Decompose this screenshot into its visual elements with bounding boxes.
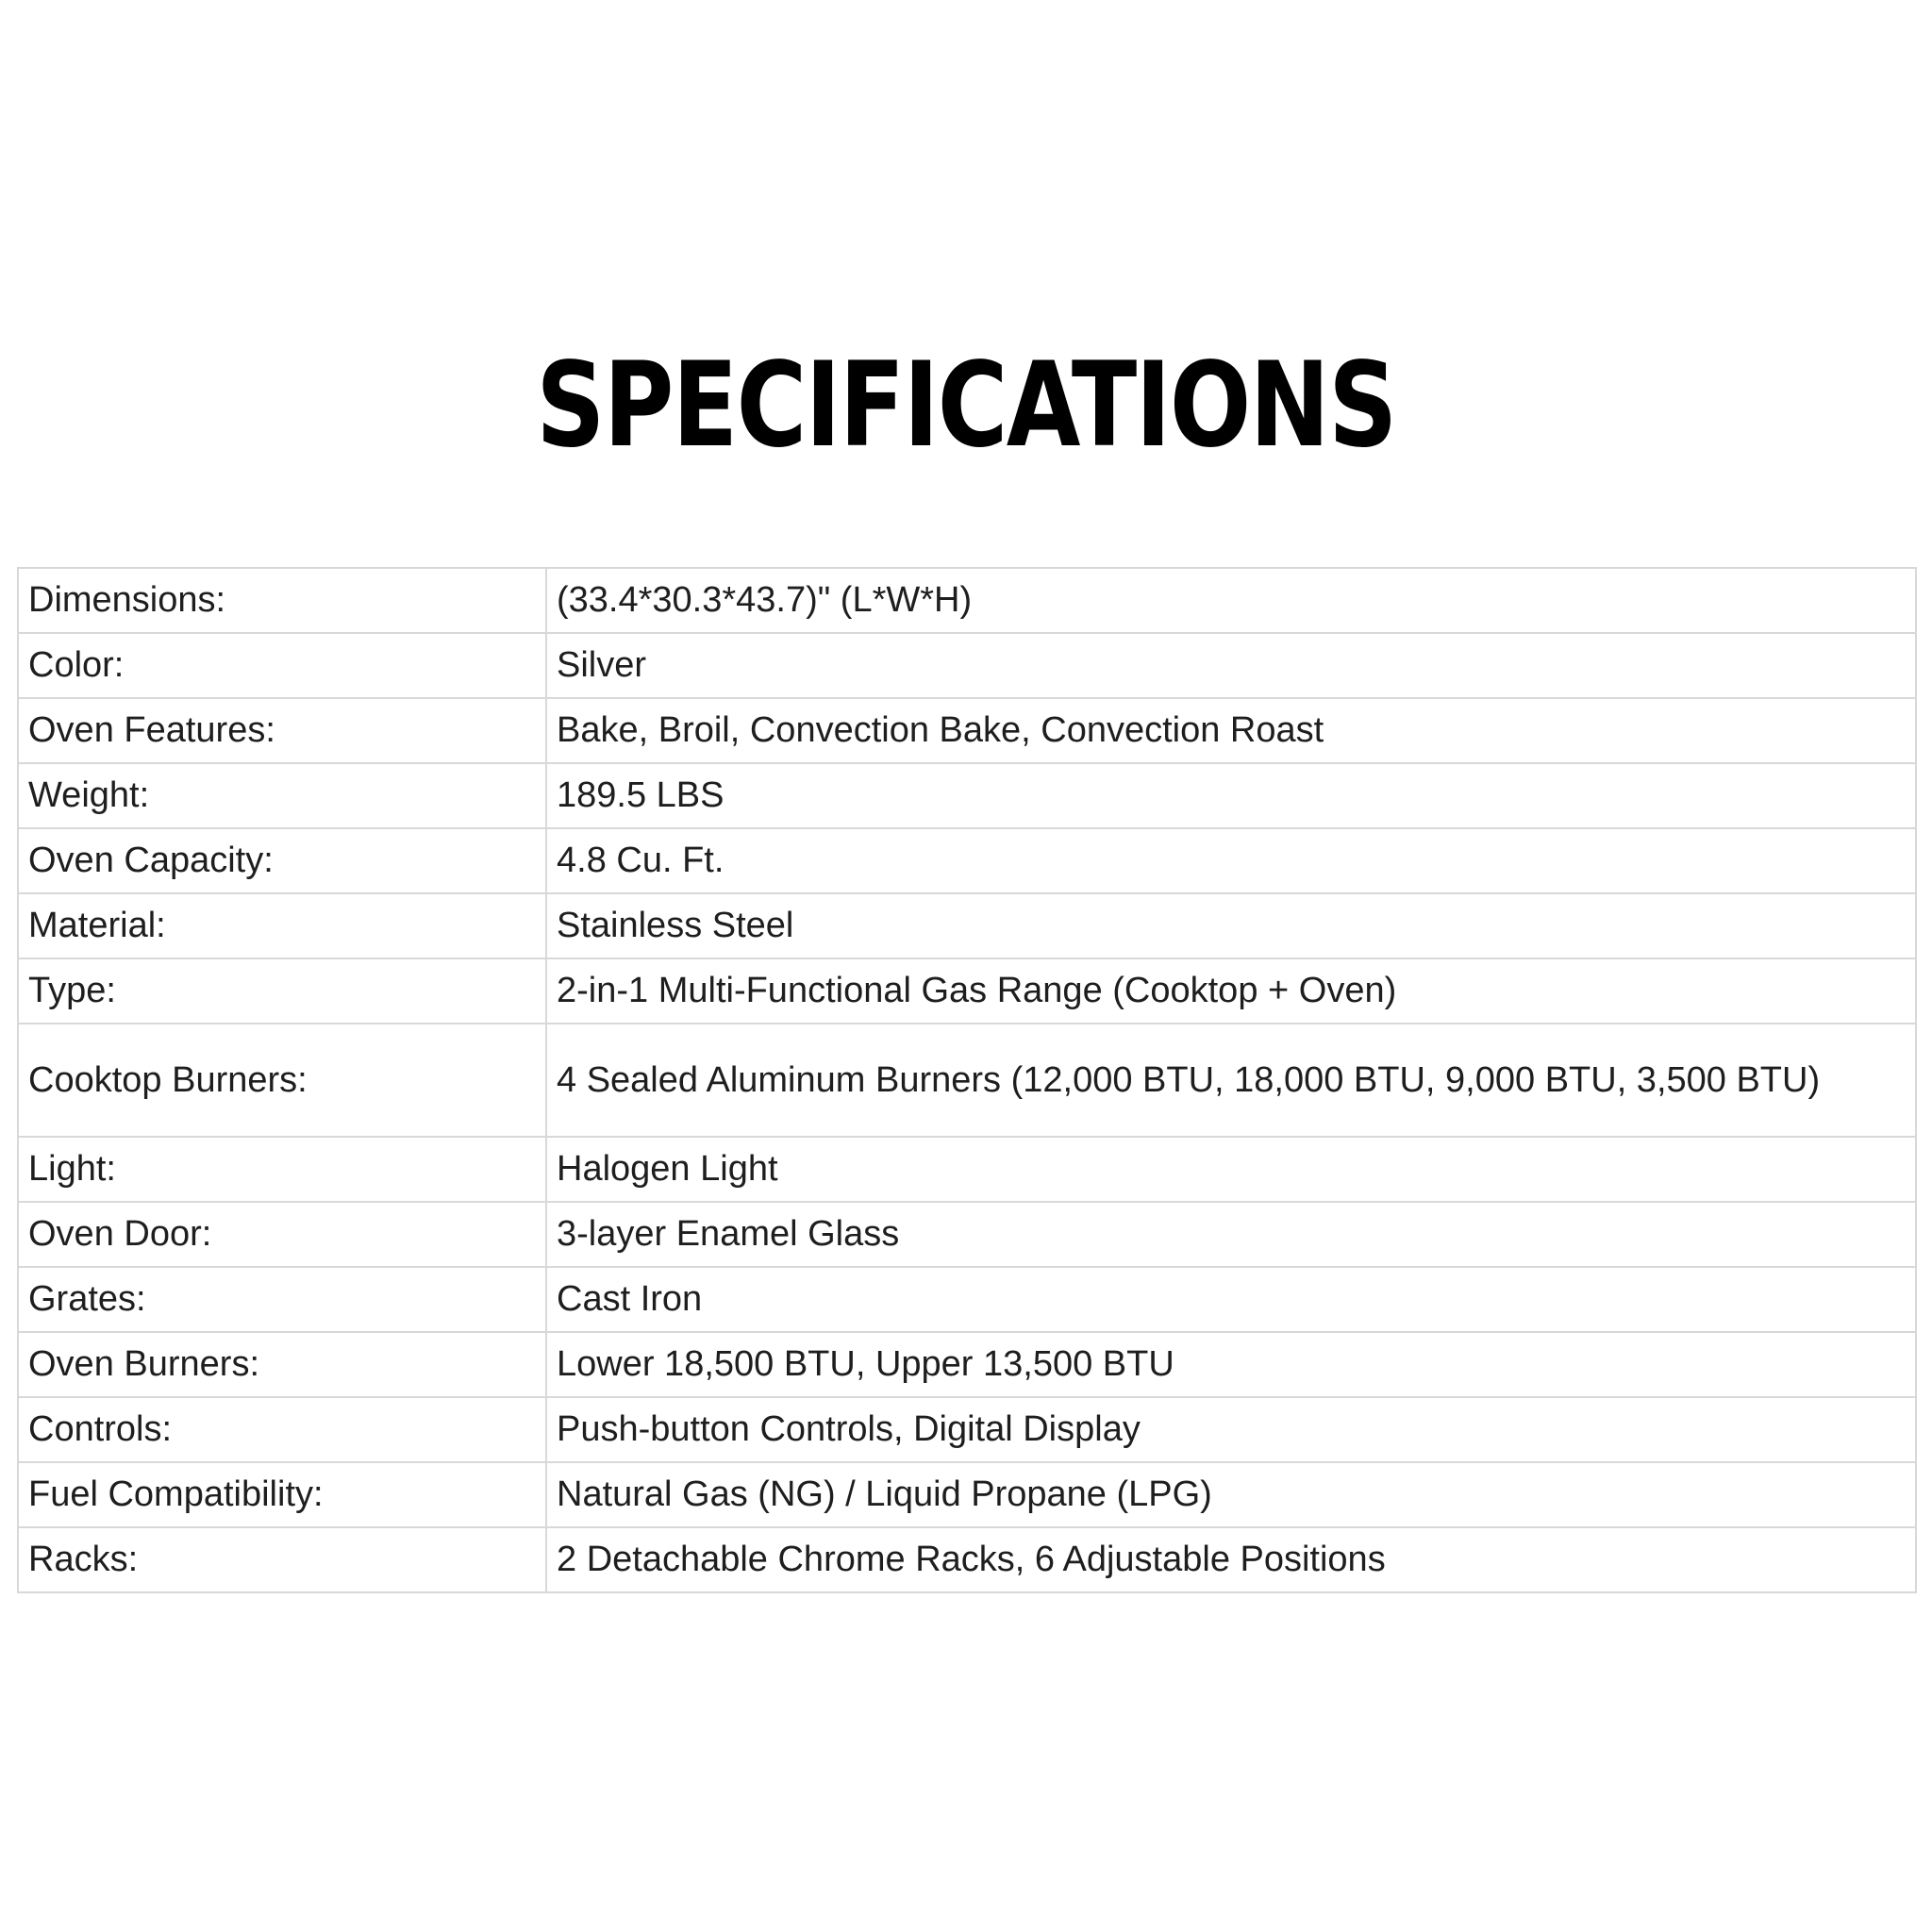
table-row bbox=[18, 958, 1916, 1024]
spec-label: Oven Features: bbox=[18, 698, 546, 763]
spec-value: Push-button Controls, Digital Display bbox=[546, 1397, 1916, 1462]
spec-label: Weight: bbox=[18, 763, 546, 828]
spec-label: Dimensions: bbox=[18, 568, 546, 633]
spec-label: Controls: bbox=[18, 1397, 546, 1462]
spec-label: Grates: bbox=[18, 1267, 546, 1332]
spec-value: Cast Iron bbox=[546, 1267, 1916, 1332]
spec-value: 189.5 LBS bbox=[546, 763, 1916, 828]
spec-value: 3-layer Enamel Glass bbox=[546, 1202, 1916, 1267]
table-row bbox=[18, 1332, 1916, 1397]
spec-value: 4.8 Cu. Ft. bbox=[546, 828, 1916, 893]
spec-value: 2-in-1 Multi-Functional Gas Range (Cooktop + Oven) bbox=[546, 958, 1916, 1024]
spec-label: Color: bbox=[18, 633, 546, 698]
table-row bbox=[18, 633, 1916, 698]
spec-value: (33.4*30.3*43.7)" (L*W*H) bbox=[546, 568, 1916, 633]
table-row bbox=[18, 1462, 1916, 1527]
table-row bbox=[18, 1527, 1916, 1592]
table-row bbox=[18, 763, 1916, 828]
spec-label: Oven Burners: bbox=[18, 1332, 546, 1397]
table-row bbox=[18, 1202, 1916, 1267]
spec-label: Racks: bbox=[18, 1527, 546, 1592]
spec-value: Stainless Steel bbox=[546, 893, 1916, 958]
table-row bbox=[18, 1267, 1916, 1332]
spec-label: Fuel Compatibility: bbox=[18, 1462, 546, 1527]
table-row bbox=[18, 698, 1916, 763]
table-row bbox=[18, 1024, 1916, 1137]
table-row bbox=[18, 828, 1916, 893]
spec-value: 4 Sealed Aluminum Burners (12,000 BTU, 18,000 BTU, 9,000 BTU, 3,500 BTU) bbox=[546, 1024, 1916, 1137]
spec-label: Oven Door: bbox=[18, 1202, 546, 1267]
spec-value: 2 Detachable Chrome Racks, 6 Adjustable Positions bbox=[546, 1527, 1916, 1592]
table-row bbox=[18, 1137, 1916, 1202]
spec-value: Bake, Broil, Convection Bake, Convection Roast bbox=[546, 698, 1916, 763]
spec-label: Type: bbox=[18, 958, 546, 1024]
spec-value: Lower 18,500 BTU, Upper 13,500 BTU bbox=[546, 1332, 1916, 1397]
table-row bbox=[18, 568, 1916, 633]
table-row bbox=[18, 893, 1916, 958]
page-title: SPECIFICATIONS bbox=[536, 338, 1396, 474]
spec-value: Halogen Light bbox=[546, 1137, 1916, 1202]
spec-label: Oven Capacity: bbox=[18, 828, 546, 893]
spec-value: Natural Gas (NG) / Liquid Propane (LPG) bbox=[546, 1462, 1916, 1527]
spec-label: Material: bbox=[18, 893, 546, 958]
spec-value: Silver bbox=[546, 633, 1916, 698]
table-row bbox=[18, 1397, 1916, 1462]
spec-label: Light: bbox=[18, 1137, 546, 1202]
specifications-table bbox=[17, 567, 1917, 1593]
spec-label: Cooktop Burners: bbox=[18, 1024, 546, 1137]
